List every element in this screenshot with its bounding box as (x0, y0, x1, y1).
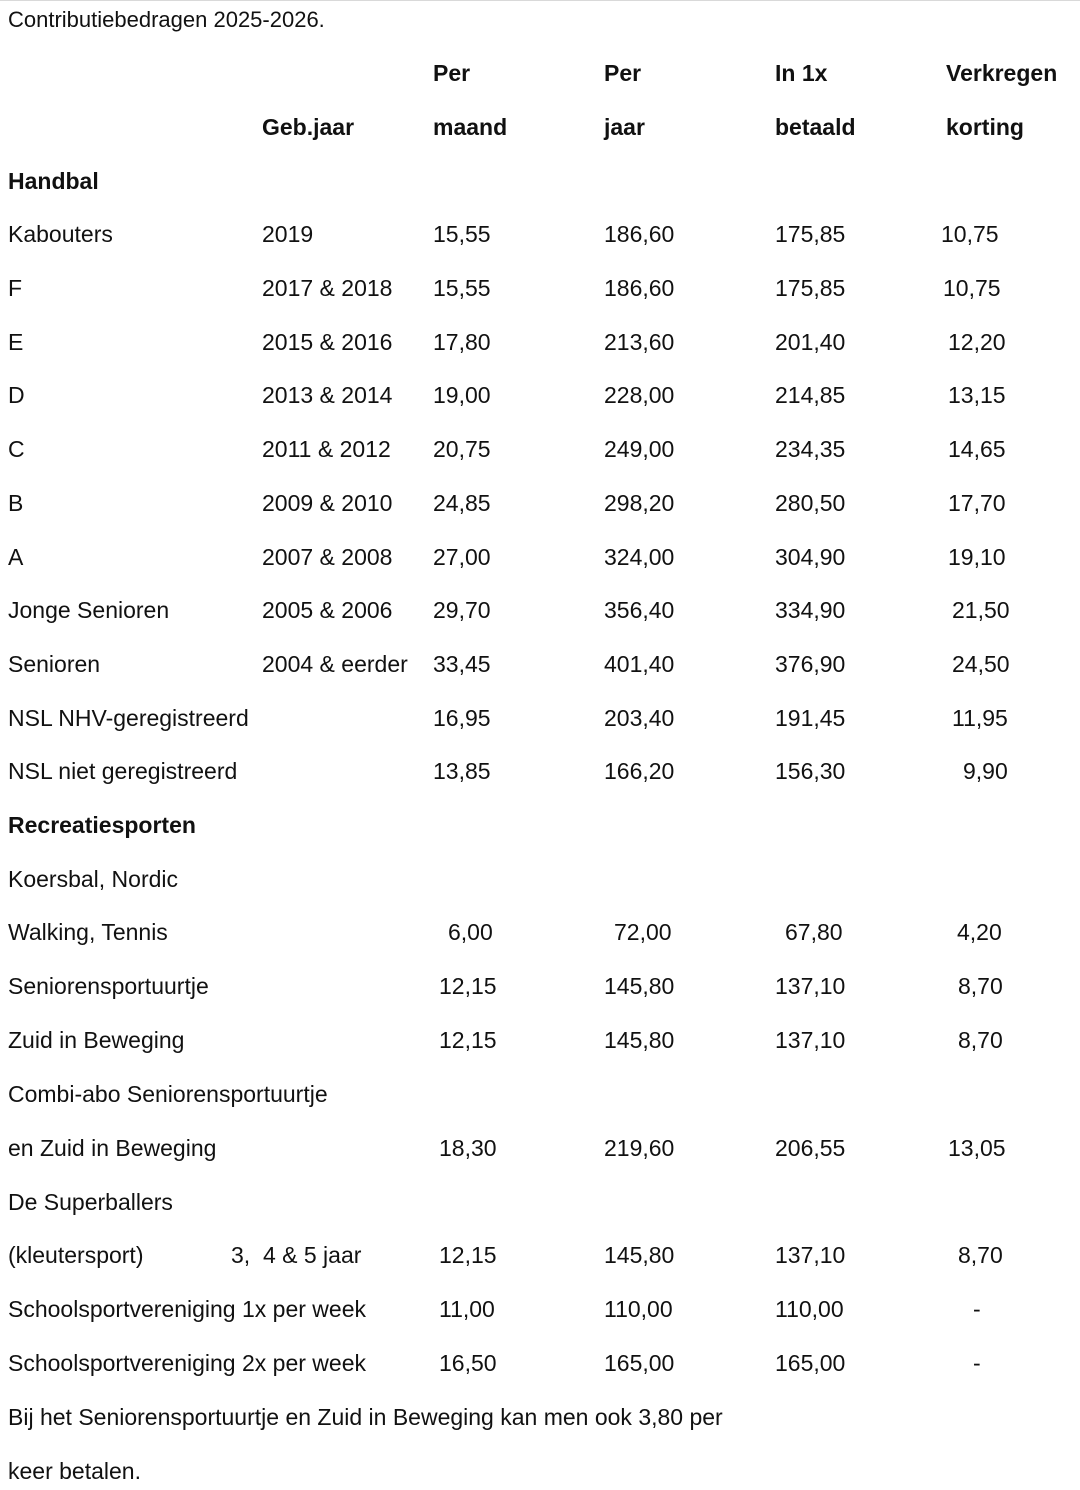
row-korting-d: 13,15 (948, 382, 1006, 408)
row-maand-d: 19,00 (433, 382, 491, 408)
row-betaald-c: 234,35 (775, 436, 846, 462)
row-korting-koersbal: 4,20 (957, 919, 1002, 945)
row-korting-school-2x: - (973, 1350, 981, 1376)
header-geb-jaar: Geb.jaar (262, 114, 355, 140)
row-betaald-e: 201,40 (775, 329, 846, 355)
row-jaar-nsl-nhv: 203,40 (604, 705, 675, 731)
row-korting-jonge-senioren: 21,50 (952, 597, 1010, 623)
row-korting-c: 14,65 (948, 436, 1006, 462)
footnote-line1: Bij het Seniorensportuurtje en Zuid in Beweging kan men ook 3,80 per (8, 1404, 723, 1430)
row-maand-jonge-senioren: 29,70 (433, 597, 491, 623)
row-name-zuid-in-beweging: Zuid in Beweging (8, 1027, 185, 1053)
row-jaar-seniorensportuurtje: 145,80 (604, 973, 675, 999)
header-korting-line2: korting (946, 114, 1024, 140)
row-name-c: C (8, 436, 25, 462)
row-geb-kabouters: 2019 (262, 221, 314, 247)
row-betaald-nsl-niet: 156,30 (775, 758, 846, 784)
header-per-jaar-line1: Per (604, 60, 642, 86)
row-geb-d: 2013 & 2014 (262, 382, 393, 408)
row-jaar-kabouters: 186,60 (604, 221, 675, 247)
row-geb-c: 2011 & 2012 (262, 436, 391, 462)
row-name-combi-line1: Combi-abo Seniorensportuurtje (8, 1081, 328, 1107)
header-betaald-line2: betaald (775, 114, 856, 140)
row-maand-senioren: 33,45 (433, 651, 491, 677)
row-korting-zuid-in-beweging: 8,70 (958, 1027, 1003, 1053)
row-korting-superballers: 8,70 (958, 1242, 1003, 1268)
row-betaald-school-2x: 165,00 (775, 1350, 846, 1376)
row-korting-nsl-niet: 9,90 (963, 758, 1008, 784)
row-maand-c: 20,75 (433, 436, 491, 462)
row-name-senioren: Senioren (8, 651, 101, 677)
row-name-combi-line2: en Zuid in Beweging (8, 1135, 217, 1161)
section-title-recreatiesporten: Recreatiesporten (8, 812, 196, 838)
row-maand-f: 15,55 (433, 275, 491, 301)
row-maand-combi: 18,30 (439, 1135, 497, 1161)
row-maand-seniorensportuurtje: 12,15 (439, 973, 497, 999)
row-jaar-e: 213,60 (604, 329, 675, 355)
row-name-nsl-niet: NSL niet geregistreerd (8, 758, 238, 784)
row-jaar-jonge-senioren: 356,40 (604, 597, 675, 623)
row-korting-seniorensportuurtje: 8,70 (958, 973, 1003, 999)
row-betaald-a: 304,90 (775, 544, 846, 570)
row-jaar-koersbal: 72,00 (614, 919, 672, 945)
row-jaar-combi: 219,60 (604, 1135, 675, 1161)
row-korting-kabouters: 10,75 (941, 221, 999, 247)
row-maand-superballers: 12,15 (439, 1242, 497, 1268)
row-jaar-superballers: 145,80 (604, 1242, 675, 1268)
header-per-maand-line1: Per (433, 60, 471, 86)
top-border-line (0, 0, 1080, 1)
row-name-seniorensportuurtje: Seniorensportuurtje (8, 973, 209, 999)
row-name-nsl-nhv: NSL NHV-geregistreerd (8, 705, 249, 731)
header-korting-line1: Verkregen (946, 60, 1058, 86)
row-betaald-zuid-in-beweging: 137,10 (775, 1027, 846, 1053)
row-betaald-kabouters: 175,85 (775, 221, 846, 247)
row-jaar-c: 249,00 (604, 436, 675, 462)
header-per-jaar-line2: jaar (604, 114, 645, 140)
row-geb-superballers: 3, 4 & 5 jaar (231, 1242, 362, 1268)
row-maand-school-1x: 11,00 (439, 1296, 495, 1322)
row-maand-nsl-niet: 13,85 (433, 758, 491, 784)
row-jaar-senioren: 401,40 (604, 651, 675, 677)
section-title-handbal: Handbal (8, 168, 99, 194)
row-name-superballers-line1: De Superballers (8, 1189, 173, 1215)
row-jaar-a: 324,00 (604, 544, 675, 570)
row-maand-nsl-nhv: 16,95 (433, 705, 491, 731)
row-name-superballers-line2: (kleutersport) (8, 1242, 144, 1268)
row-korting-f: 10,75 (943, 275, 1001, 301)
document-title: Contributiebedragen 2025-2026. (8, 7, 325, 32)
row-korting-a: 19,10 (948, 544, 1006, 570)
header-per-maand-line2: maand (433, 114, 508, 140)
row-name-b: B (8, 490, 24, 516)
row-name-a: A (8, 544, 24, 570)
row-betaald-f: 175,85 (775, 275, 846, 301)
row-maand-b: 24,85 (433, 490, 491, 516)
row-betaald-seniorensportuurtje: 137,10 (775, 973, 846, 999)
row-jaar-zuid-in-beweging: 145,80 (604, 1027, 675, 1053)
row-name-jonge-senioren: Jonge Senioren (8, 597, 170, 623)
row-betaald-d: 214,85 (775, 382, 846, 408)
row-geb-e: 2015 & 2016 (262, 329, 393, 355)
row-jaar-f: 186,60 (604, 275, 675, 301)
row-name-school-2x: Schoolsportvereniging 2x per week (8, 1350, 366, 1376)
row-jaar-school-1x: 110,00 (604, 1296, 673, 1322)
row-betaald-combi: 206,55 (775, 1135, 846, 1161)
row-jaar-b: 298,20 (604, 490, 675, 516)
row-name-d: D (8, 382, 25, 408)
row-korting-nsl-nhv: 11,95 (952, 705, 1008, 731)
row-betaald-jonge-senioren: 334,90 (775, 597, 846, 623)
row-geb-senioren: 2004 & eerder (262, 651, 408, 677)
row-name-e: E (8, 329, 24, 355)
row-jaar-d: 228,00 (604, 382, 675, 408)
row-maand-zuid-in-beweging: 12,15 (439, 1027, 497, 1053)
row-korting-e: 12,20 (948, 329, 1006, 355)
row-maand-kabouters: 15,55 (433, 221, 491, 247)
row-geb-f: 2017 & 2018 (262, 275, 393, 301)
row-jaar-nsl-niet: 166,20 (604, 758, 675, 784)
row-maand-school-2x: 16,50 (439, 1350, 497, 1376)
row-betaald-superballers: 137,10 (775, 1242, 846, 1268)
row-geb-jonge-senioren: 2005 & 2006 (262, 597, 393, 623)
row-name-kabouters: Kabouters (8, 221, 113, 247)
row-maand-a: 27,00 (433, 544, 491, 570)
row-name-f: F (8, 275, 23, 301)
row-name-koersbal-line2: Walking, Tennis (8, 919, 168, 945)
row-maand-koersbal: 6,00 (448, 919, 493, 945)
row-betaald-nsl-nhv: 191,45 (775, 705, 846, 731)
row-geb-b: 2009 & 2010 (262, 490, 393, 516)
row-betaald-b: 280,50 (775, 490, 846, 516)
row-geb-a: 2007 & 2008 (262, 544, 393, 570)
row-name-school-1x: Schoolsportvereniging 1x per week (8, 1296, 366, 1322)
row-name-koersbal-line1: Koersbal, Nordic (8, 866, 179, 892)
row-betaald-school-1x: 110,00 (775, 1296, 844, 1322)
row-korting-senioren: 24,50 (952, 651, 1010, 677)
row-maand-e: 17,80 (433, 329, 491, 355)
footnote-line2: keer betalen. (8, 1458, 141, 1484)
row-korting-combi: 13,05 (948, 1135, 1006, 1161)
row-korting-school-1x: - (973, 1296, 981, 1322)
row-betaald-koersbal: 67,80 (785, 919, 843, 945)
row-betaald-senioren: 376,90 (775, 651, 846, 677)
header-betaald-line1: In 1x (775, 60, 828, 86)
row-korting-b: 17,70 (948, 490, 1006, 516)
row-jaar-school-2x: 165,00 (604, 1350, 675, 1376)
